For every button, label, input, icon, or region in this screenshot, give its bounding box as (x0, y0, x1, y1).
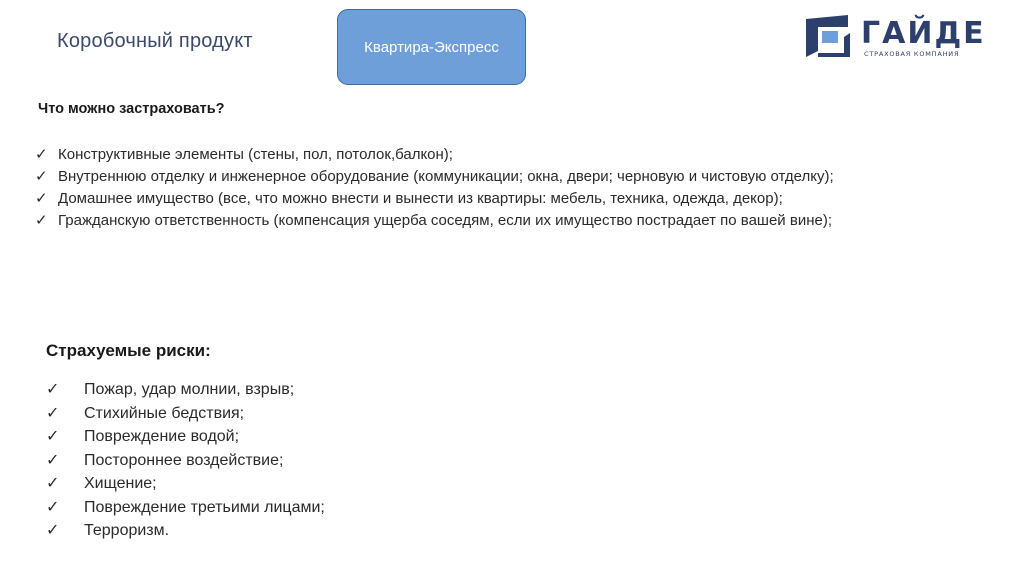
list-item-text: Гражданскую ответственность (компенсация ущерба соседям, если их имущество пострадает по вашей вине); (58, 212, 832, 229)
checkmark-icon: ✓ (46, 475, 60, 492)
list-item (46, 378, 325, 402)
page-title: Коробочный продукт (57, 30, 253, 52)
checkmark-icon: ✓ (46, 404, 60, 422)
list-item-text: Пожар, удар молнии, взрыв; (84, 381, 295, 398)
list-item (35, 144, 995, 166)
insure-heading: Что можно застраховать? (38, 101, 225, 117)
checkmark-icon: ✓ (35, 212, 48, 229)
list-item (46, 402, 325, 426)
list-item (46, 449, 325, 473)
checkmark-icon: ✓ (46, 498, 60, 516)
product-name-box (337, 9, 526, 85)
checkmark-icon: ✓ (35, 146, 48, 163)
list-item (46, 496, 325, 520)
list-item-text: Повреждение водой; (84, 428, 240, 445)
list-item-text: Хищение; (84, 475, 157, 492)
risks-list (46, 378, 325, 543)
insure-list (35, 144, 995, 232)
list-item-text: Конструктивные элементы (стены, пол, потолок,балкон); (58, 146, 453, 163)
list-item (46, 472, 325, 496)
logo-wordmark: ГАЙДЕ (861, 16, 986, 51)
checkmark-icon: ✓ (46, 522, 60, 539)
list-item-text: Стихийные бедствия; (84, 404, 245, 422)
logo-tagline: СТРАХОВАЯ КОМПАНИЯ (864, 50, 960, 58)
list-item (46, 425, 325, 449)
checkmark-icon: ✓ (35, 190, 48, 207)
checkmark-icon: ✓ (35, 168, 48, 185)
checkmark-icon: ✓ (46, 428, 60, 445)
list-item-text: Повреждение третьими лицами; (84, 498, 325, 516)
product-name-label: Квартира-Экспресс (364, 38, 499, 56)
list-item-text: Терроризм. (84, 522, 170, 539)
list-item (46, 519, 325, 543)
list-item (35, 188, 995, 210)
list-item-text: Домашнее имущество (все, что можно внести и вынести из квартиры: мебель, техника, одежда, декор); (58, 190, 783, 207)
list-item-text: Постороннее воздействие; (84, 451, 284, 469)
list-item (35, 166, 995, 188)
logo-mark-icon (804, 13, 852, 59)
checkmark-icon: ✓ (46, 381, 60, 398)
company-logo (804, 13, 1004, 61)
list-item-text: Внутреннюю отделку и инженерное оборудование (коммуникации; окна, двери; черновую и чистовую отделку); (58, 168, 834, 185)
list-item (35, 210, 995, 232)
risks-heading: Страхуемые риски: (46, 341, 211, 360)
checkmark-icon: ✓ (46, 451, 60, 469)
